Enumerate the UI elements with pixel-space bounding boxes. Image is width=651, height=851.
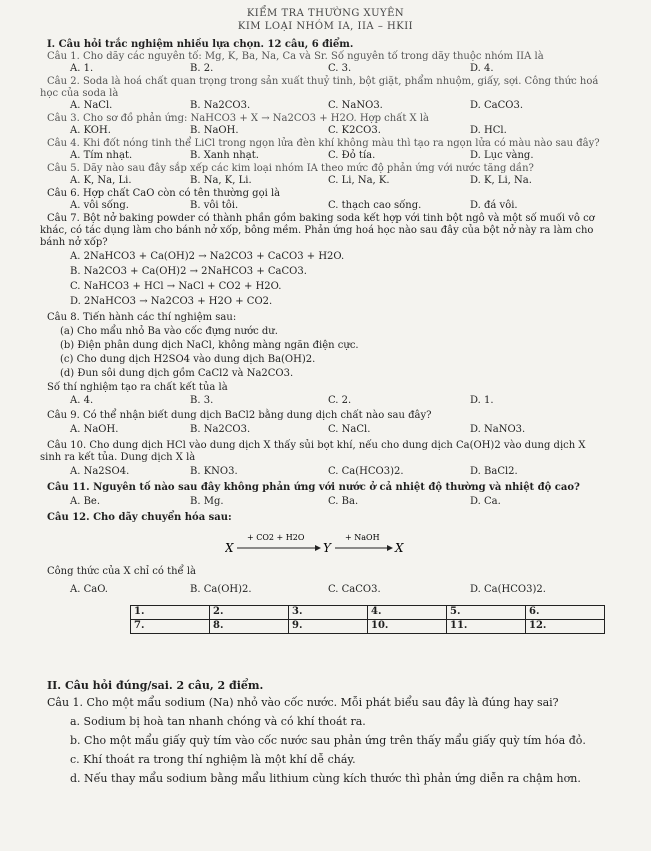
q1-option-a: A. 1. xyxy=(70,63,94,74)
q8-experiment-c: (c) Cho dung dịch H2SO4 vào dung dịch Ba(OH)2. xyxy=(60,354,316,365)
q5-option-d: D. K, Li, Na. xyxy=(470,175,532,186)
q9-option-b: B. Na2CO3. xyxy=(190,424,251,435)
q8-experiment-a: (a) Cho mẩu nhỏ Ba vào cốc đựng nước dư. xyxy=(60,326,278,337)
q7-stem: Câu 7. Bột nở baking powder có thành phần gồm baking soda kết hợp với tinh bột ngô và một số muối vô cơ xyxy=(47,213,595,224)
q11-option-b: B. Mg. xyxy=(190,496,224,507)
q5-option-b: B. Na, K, Li. xyxy=(190,175,252,186)
q3-option-c: C. K2CO3. xyxy=(328,125,381,136)
q1-option-d: D. 4. xyxy=(470,63,494,74)
q2-stem-cont: học của soda là xyxy=(40,88,119,99)
q1-option-c: C. 3. xyxy=(328,63,352,74)
q11-option-c: C. Ba. xyxy=(328,496,359,507)
answer-cell: 3. xyxy=(289,606,368,620)
q12-option-c: C. CaCO3. xyxy=(328,584,381,595)
answer-cell: 10. xyxy=(368,620,447,634)
part2-statement-a: a. Sodium bị hoà tan nhanh chóng và có khí thoát ra. xyxy=(70,715,366,728)
q10-option-c: C. Ca(HCO3)2. xyxy=(328,466,404,477)
q12-option-d: D. Ca(HCO3)2. xyxy=(470,584,546,595)
q10-option-a: A. Na2SO4. xyxy=(70,466,130,477)
answer-cell: 7. xyxy=(131,620,210,634)
q10-stem: Câu 10. Cho dung dịch HCl vào dung dịch X thấy sủi bọt khí, nếu cho dung dịch Ca(OH)2 vào dung dịch X xyxy=(47,440,586,451)
part1-heading: I. Câu hỏi trắc nghiệm nhiều lựa chọn. 12 câu, 6 điểm. xyxy=(47,39,354,50)
q7-stem-cont: khác, có tác dụng làm cho bánh nở xốp, bông mềm. Phản ứng hoá học nào sau đây của bột nở này ra làm cho xyxy=(40,225,594,236)
q7-option-b: B. Na2CO3 + Ca(OH)2 → 2NaHCO3 + CaCO3. xyxy=(70,266,307,277)
scheme-reagent-2: + NaOH xyxy=(345,533,380,542)
answer-cell: 8. xyxy=(210,620,289,634)
q6-option-d: D. đá vôi. xyxy=(470,200,518,211)
q8-stem: Câu 8. Tiến hành các thí nghiệm sau: xyxy=(47,312,237,323)
q5-option-c: C. Li, Na, K. xyxy=(328,175,390,186)
answer-row xyxy=(131,606,605,620)
q7-option-c: C. NaHCO3 + HCl → NaCl + CO2 + H2O. xyxy=(70,281,282,292)
answer-cell: 6. xyxy=(526,606,605,620)
header-title: KIỂM TRA THƯỜNG XUYÊN xyxy=(246,8,405,19)
part2-statement-c: c. Khí thoát ra trong thí nghiệm là một khí dễ cháy. xyxy=(70,753,356,766)
q5-option-a: A. K, Na, Li. xyxy=(70,175,132,186)
q3-stem: Câu 3. Cho sơ đồ phản ứng: NaHCO3 + X → Na2CO3 + H2O. Hợp chất X là xyxy=(47,113,429,124)
scheme-x2: X xyxy=(395,541,404,555)
q9-option-c: C. NaCl. xyxy=(328,424,371,435)
q12-option-a: A. CaO. xyxy=(70,584,108,595)
q8-option-d: D. 1. xyxy=(470,395,494,406)
q7-stem-cont2: bánh nở xốp? xyxy=(40,237,108,248)
part2-statement-b: b. Cho một mẩu giấy quỳ tím vào cốc nước sau phản ứng trên thấy mẩu giấy quỳ tím hóa đỏ. xyxy=(70,734,586,747)
q7-option-d: D. 2NaHCO3 → Na2CO3 + H2O + CO2. xyxy=(70,296,273,307)
q9-stem: Câu 9. Có thể nhận biết dung dịch BaCl2 bằng dung dịch chất nào sau đây? xyxy=(47,410,432,421)
q8-experiment-d: (d) Đun sôi dung dịch gồm CaCl2 và Na2CO3. xyxy=(60,368,294,379)
scheme-x1: X xyxy=(225,541,234,555)
q12-reaction-scheme xyxy=(225,530,455,560)
q2-stem: Câu 2. Soda là hoá chất quan trọng trong sản xuất thuỷ tinh, bột giặt, phẩm nhuộm, giấy, sợi. Công thức hoá xyxy=(47,76,599,87)
answer-row xyxy=(131,620,605,634)
q8-option-a: A. 4. xyxy=(70,395,94,406)
q11-stem: Câu 11. Nguyên tố nào sau đây không phản ứng với nước ở cả nhiệt độ thường và nhiệt độ cao? xyxy=(47,482,580,493)
answer-cell: 4. xyxy=(368,606,447,620)
q4-option-a: A. Tím nhạt. xyxy=(70,150,133,161)
q8-question: Số thí nghiệm tạo ra chất kết tủa là xyxy=(47,382,228,393)
q6-option-b: B. vôi tôi. xyxy=(190,200,239,211)
q7-option-a: A. 2NaHCO3 + Ca(OH)2 → Na2CO3 + CaCO3 + H2O. xyxy=(70,251,345,262)
scheme-y: Y xyxy=(323,541,331,555)
q2-option-d: D. CaCO3. xyxy=(470,100,524,111)
answer-table xyxy=(130,605,605,634)
answer-cell: 9. xyxy=(289,620,368,634)
q4-option-b: B. Xanh nhạt. xyxy=(190,150,259,161)
q12-option-b: B. Ca(OH)2. xyxy=(190,584,252,595)
answer-cell: 1. xyxy=(131,606,210,620)
q3-option-b: B. NaOH. xyxy=(190,125,239,136)
q1-option-b: B. 2. xyxy=(190,63,214,74)
scheme-reagent-1: + CO2 + H2O xyxy=(247,533,305,542)
q4-stem: Câu 4. Khi đốt nóng tinh thể LiCl trong ngọn lửa đèn khí không màu thì tạo ra ngọn lửa có màu nào sau đây? xyxy=(47,138,600,149)
q6-stem: Câu 6. Hợp chất CaO còn có tên thường gọi là xyxy=(47,188,281,199)
q3-option-a: A. KOH. xyxy=(70,125,111,136)
header-subtitle: KIM LOẠI NHÓM IA, IIA – HKII xyxy=(237,21,414,32)
q9-option-d: D. NaNO3. xyxy=(470,424,526,435)
q11-option-d: D. Ca. xyxy=(470,496,501,507)
part2-statement-d: d. Nếu thay mẩu sodium bằng mẩu lithium cùng kích thước thì phản ứng diễn ra chậm hơn. xyxy=(70,772,581,785)
q4-option-d: D. Lục vàng. xyxy=(470,150,534,161)
q3-option-d: D. HCl. xyxy=(470,125,507,136)
q2-option-b: B. Na2CO3. xyxy=(190,100,251,111)
q12-stem: Câu 12. Cho dãy chuyển hóa sau: xyxy=(47,512,232,523)
q5-stem: Câu 5. Dãy nào sau đây sắp xếp các kim loại nhóm IA theo mức độ phản ứng với nước tăng dần? xyxy=(47,163,534,174)
q12-question: Công thức của X chỉ có thể là xyxy=(47,566,197,577)
q2-option-a: A. NaCl. xyxy=(70,100,113,111)
q6-option-a: A. vôi sống. xyxy=(70,200,129,211)
part2-heading: II. Câu hỏi đúng/sai. 2 câu, 2 điểm. xyxy=(47,679,264,692)
q8-experiment-b: (b) Điện phân dung dịch NaCl, không màng ngăn điện cực. xyxy=(60,340,359,351)
q2-option-c: C. NaNO3. xyxy=(328,100,383,111)
part2-q1-stem: Câu 1. Cho một mẩu sodium (Na) nhỏ vào cốc nước. Mỗi phát biểu sau đây là đúng hay sai? xyxy=(47,696,559,709)
answer-cell: 11. xyxy=(447,620,526,634)
q8-option-b: B. 3. xyxy=(190,395,214,406)
q9-option-a: A. NaOH. xyxy=(70,424,119,435)
q10-option-d: D. BaCl2. xyxy=(470,466,518,477)
q6-option-c: C. thạch cao sống. xyxy=(328,200,422,211)
answer-cell: 12. xyxy=(526,620,605,634)
answer-cell: 5. xyxy=(447,606,526,620)
q11-option-a: A. Be. xyxy=(70,496,101,507)
answer-cell: 2. xyxy=(210,606,289,620)
q1-stem: Câu 1. Cho dãy các nguyên tố: Mg, K, Ba, Na, Ca và Sr. Số nguyên tố trong dãy thuộc nhóm IIA là xyxy=(47,51,544,62)
q4-option-c: C. Đỏ tía. xyxy=(328,150,376,161)
q10-stem-cont: sinh ra kết tủa. Dung dịch X là xyxy=(40,452,196,463)
q8-option-c: C. 2. xyxy=(328,395,352,406)
q10-option-b: B. KNO3. xyxy=(190,466,238,477)
